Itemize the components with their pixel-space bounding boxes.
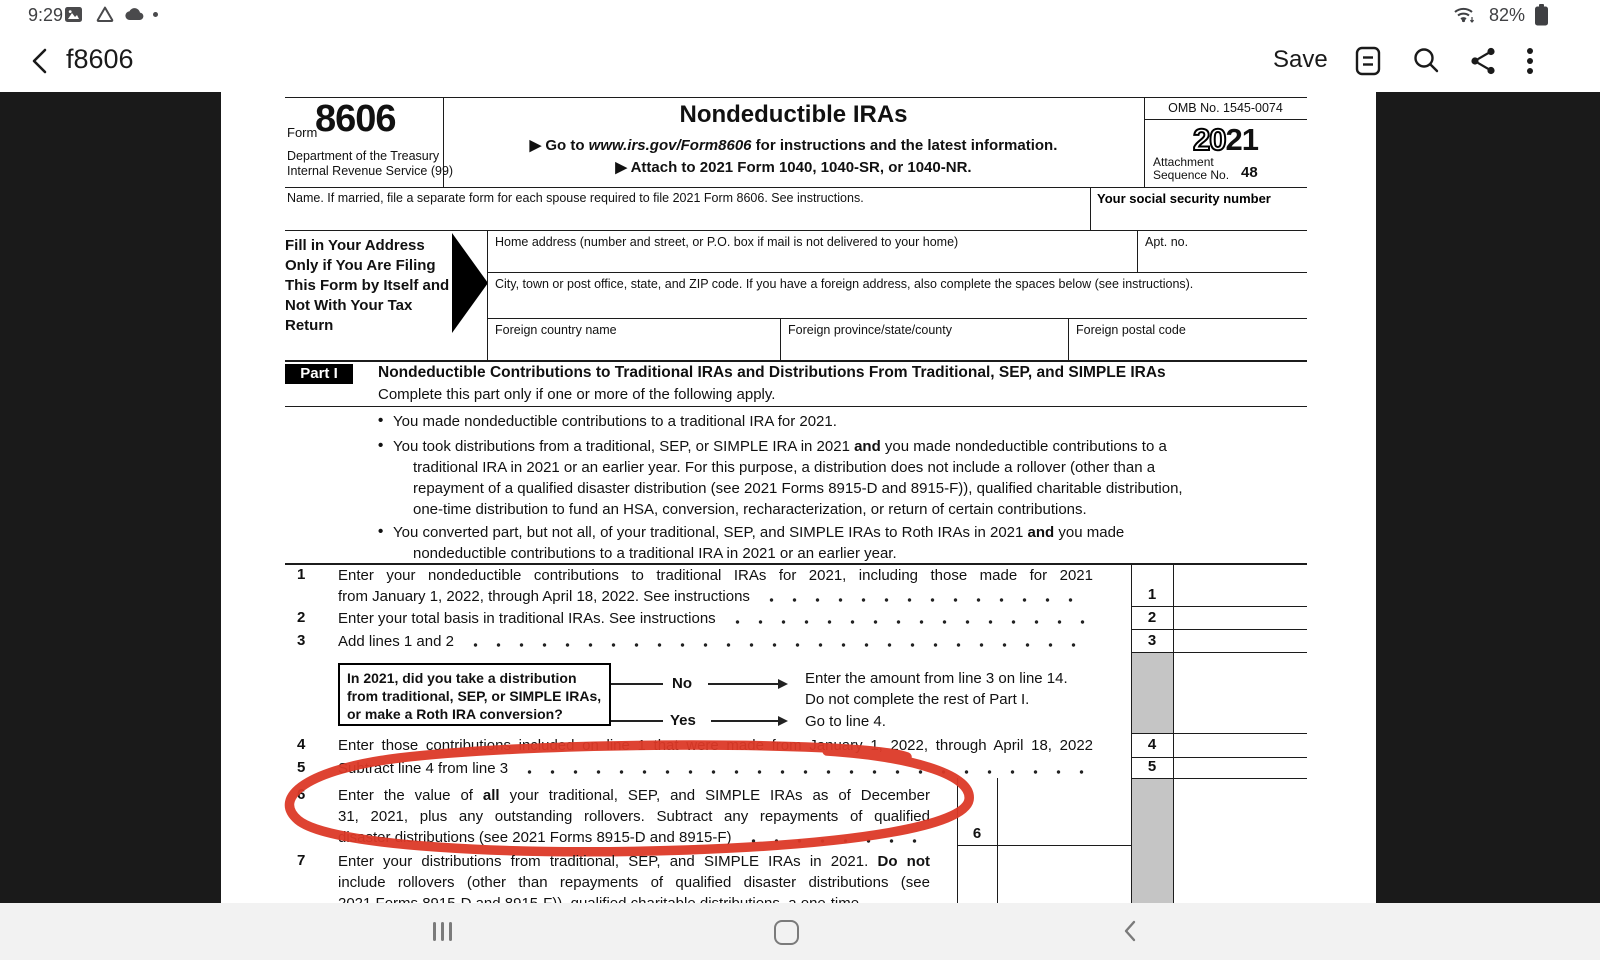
line6-number: 6 xyxy=(297,786,306,803)
decision-q-line1: In 2021, did you take a distribution xyxy=(347,670,577,686)
home-icon[interactable] xyxy=(774,920,799,945)
irs-url: www.irs.gov/Form8606 xyxy=(588,137,752,154)
back-icon[interactable] xyxy=(24,44,56,78)
line1-text-row2: from January 1, 2022, through April 18, 2022. See instructions xyxy=(338,587,1093,607)
city-label: City, town or post office, state, and ZIP code. If you have a foreign address, also complete the spaces below (see instructions). xyxy=(495,277,1194,291)
bullet-marker: • xyxy=(378,437,384,454)
line4-text: Enter those contributions included on line 1 that were made from January 1, 2022, through April 18, 2022 xyxy=(338,737,1093,754)
line7-number: 7 xyxy=(297,852,306,869)
goto-line: ▶ Go to www.irs.gov/Form8606 for instructions and the latest information. xyxy=(529,137,1058,154)
share-icon[interactable] xyxy=(1468,44,1500,78)
line7-text-row1: Enter your distributions from traditional, SEP, and SIMPLE IRAs in 2021. Do not xyxy=(338,853,930,870)
foreign-country-label: Foreign country name xyxy=(495,323,617,337)
kebab-menu-icon[interactable] xyxy=(1518,44,1542,78)
arrow-right-icon xyxy=(778,716,788,726)
dot-icon xyxy=(153,12,158,17)
status-bar xyxy=(0,0,1600,30)
dot-leader xyxy=(518,759,1089,779)
decision-q-line3: or make a Roth IRA conversion? xyxy=(347,706,563,722)
line4-box-number: 4 xyxy=(1147,736,1157,753)
decision-question-box xyxy=(338,663,611,726)
arrow-right-icon xyxy=(778,679,788,689)
bullet-3-line2: nondeductible contributions to a traditional IRA in 2021 or an earlier year. xyxy=(413,545,897,562)
battery-percent: 82% xyxy=(1489,5,1526,25)
search-icon[interactable] xyxy=(1410,44,1442,78)
document-title: f8606 xyxy=(66,44,134,74)
pointer-triangle-icon xyxy=(452,233,488,333)
line6-box-number: 6 xyxy=(972,825,982,842)
foreign-postal-label: Foreign postal code xyxy=(1076,323,1186,337)
sequence-label: Sequence No. xyxy=(1153,168,1230,182)
arrow-glyph: ▶ xyxy=(529,137,542,154)
decision-q-line2: from traditional, SEP, or SIMPLE IRAs, xyxy=(347,688,602,704)
triangle-icon xyxy=(95,5,115,28)
omb-number: OMB No. 1545-0074 xyxy=(1168,101,1283,115)
dot-leader xyxy=(742,828,926,848)
decision-yes-label: Yes xyxy=(670,712,696,729)
tax-year: 2021 xyxy=(1193,122,1258,157)
part1-badge: Part I xyxy=(285,364,353,384)
bullet-3-line1: You converted part, but not all, of your traditional, SEP, and SIMPLE IRAs to Roth IRAs in 2021 and you made xyxy=(393,524,1125,541)
bullet-2-line2: traditional IRA in 2021 or an earlier year. For this purpose, a distribution does not include a rollover (other than a xyxy=(413,459,1156,476)
line3-number: 3 xyxy=(297,632,306,649)
name-label: Name. If married, file a separate form for each spouse required to file 2021 Form 8606. See instructions. xyxy=(287,191,864,205)
line2-number: 2 xyxy=(297,609,306,626)
bullet-marker: • xyxy=(378,523,384,540)
cloud-icon xyxy=(124,7,146,26)
decision-no-label: No xyxy=(672,675,692,692)
decision-yes-text: Go to line 4. xyxy=(805,713,886,730)
android-nav-bar xyxy=(0,903,1600,960)
pdf-viewport[interactable] xyxy=(0,92,1600,903)
clock: 9:29 xyxy=(28,5,64,25)
battery-icon xyxy=(1534,4,1549,31)
part1-subheading: Complete this part only if one or more of the following apply. xyxy=(378,386,776,403)
line2-box-number: 2 xyxy=(1147,609,1157,626)
bullet-marker: • xyxy=(378,412,384,429)
app-toolbar xyxy=(0,30,1600,92)
arrow-glyph: ▶ xyxy=(615,159,627,176)
address-sidebar-label: Fill in Your Address Only if You Are Filing This Form by Itself and Not With Your Tax Return xyxy=(285,237,450,334)
line3-box-number: 3 xyxy=(1147,632,1157,649)
part1-heading: Nondeductible Contributions to Traditional IRAs and Distributions From Traditional, SEP, and SIMPLE IRAs xyxy=(378,364,1166,381)
attach-line: ▶ Attach to 2021 Form 1040, 1040-SR, or 1040-NR. xyxy=(615,159,972,176)
form-8606-page xyxy=(221,92,1376,903)
home-address-label: Home address (number and street, or P.O. box if mail is not delivered to your home) xyxy=(495,235,959,249)
document-icon[interactable] xyxy=(1352,44,1384,78)
bullet-1: You made nondeductible contributions to a traditional IRA for 2021. xyxy=(393,413,837,430)
line6-text-row1: Enter the value of all your traditional, SEP, and SIMPLE IRAs as of December xyxy=(338,787,930,804)
line3-text: Add lines 1 and 2 xyxy=(338,632,1093,652)
bullet-2-line3: repayment of a qualified disaster distribution (see 2021 Forms 8915-D and 8915-F)), qualified charitable distribution, xyxy=(413,480,1183,497)
sequence-number: 48 xyxy=(1241,164,1258,181)
line5-number: 5 xyxy=(297,759,306,776)
line4-number: 4 xyxy=(297,736,306,753)
form-word: Form xyxy=(287,125,318,140)
bullet-2-line4: one-time distribution to fund an HSA, conversion, recharacterization, or return of certain contributions. xyxy=(413,501,1087,518)
shaded-cell xyxy=(1132,653,1173,733)
apt-label: Apt. no. xyxy=(1145,235,1189,249)
line6-text-row2: 31, 2021, plus any outstanding rollovers. Subtract any repayments of qualified xyxy=(338,808,930,825)
shaded-cell xyxy=(1132,779,1173,903)
dept-line1: Department of the Treasury xyxy=(287,149,440,163)
photo-icon xyxy=(64,6,83,28)
back-icon[interactable] xyxy=(1122,919,1138,948)
dot-leader xyxy=(464,632,1089,652)
wifi-icon xyxy=(1452,5,1478,29)
save-button[interactable]: Save xyxy=(1273,46,1328,73)
decision-no-text1: Enter the amount from line 3 on line 14. xyxy=(805,670,1068,687)
line5-text: Subtract line 4 from line 3 xyxy=(338,759,1093,779)
line1-text-row1: Enter your nondeductible contributions to traditional IRAs for 2021, including those made for 2021 xyxy=(338,567,1093,584)
decision-no-text2: Do not complete the rest of Part I. xyxy=(805,691,1030,708)
foreign-province-label: Foreign province/state/county xyxy=(788,323,952,337)
line7-text-row2: include rollovers (other than repayments of qualified disaster distributions (see xyxy=(338,874,930,891)
form-number: 8606 xyxy=(315,98,396,140)
line1-number: 1 xyxy=(297,566,306,583)
line1-box-number: 1 xyxy=(1147,586,1157,603)
line5-box-number: 5 xyxy=(1147,758,1157,775)
line6-text-row3: disaster distributions (see 2021 Forms 8915-D and 8915-F) xyxy=(338,828,930,848)
attachment-label: Attachment xyxy=(1153,155,1214,169)
form-title: Nondeductible IRAs xyxy=(679,101,908,128)
dot-leader xyxy=(726,609,1089,629)
dot-leader xyxy=(760,587,1089,607)
dept-line2: Internal Revenue Service (99) xyxy=(287,164,454,178)
line2-text: Enter your total basis in traditional IRAs. See instructions xyxy=(338,609,1093,629)
ssn-label: Your social security number xyxy=(1097,191,1271,206)
bullet-2-line1: You took distributions from a traditional, SEP, or SIMPLE IRA in 2021 and you made nondeductible contributions to a xyxy=(393,438,1167,455)
